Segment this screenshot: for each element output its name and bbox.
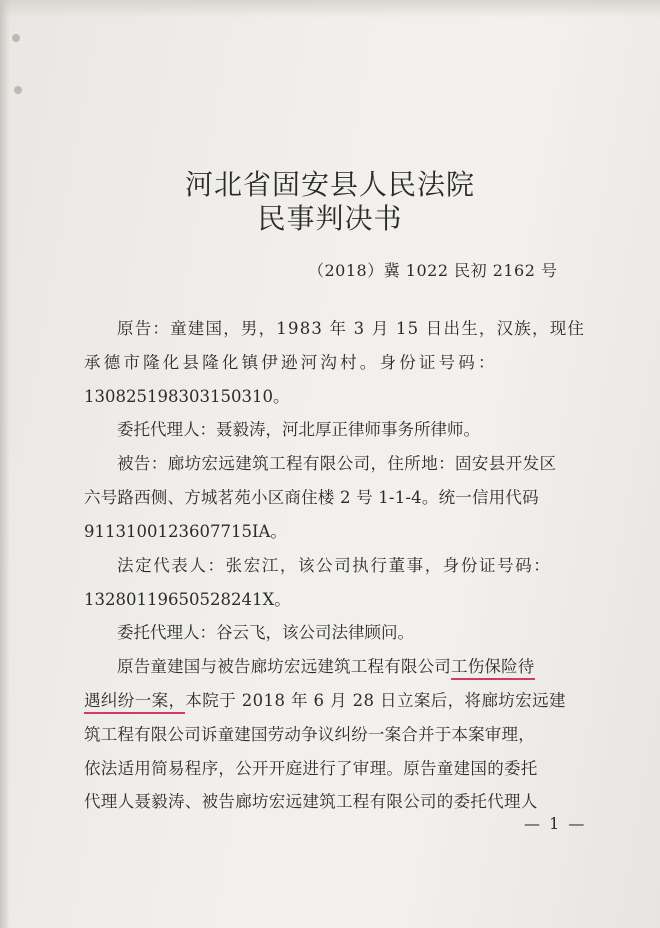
paper-edge-shadow <box>0 0 10 928</box>
punch-hole <box>12 34 20 42</box>
case-number: （2018）冀 1022 民初 2162 号 <box>308 261 558 280</box>
text-line: 委托代理人：谷云飞，该公司法律顾问。 <box>117 623 414 642</box>
text-segment: 原告童建国与被告廊坊宏远建筑工程有限公司 <box>117 657 451 676</box>
text-line: 被告：廊坊宏远建筑工程有限公司，住所地：固安县开发区 <box>117 454 557 473</box>
text-line <box>84 691 566 711</box>
text-line: 13280119650528241X。 <box>84 590 291 609</box>
paper-fold-shadow <box>0 0 660 18</box>
text-line: 原告：童建国，男，1983 年 3 月 15 日出生，汉族，现住 <box>117 319 586 338</box>
court-title: 河北省固安县人民法院 <box>184 168 475 201</box>
text-line: 筑工程有限公司诉童建国劳动争议纠纷一案合并于本案审理， <box>84 725 535 744</box>
text-line: 委托代理人：聂毅涛，河北厚正律师事务所律师。 <box>117 420 480 439</box>
text-line <box>117 657 535 677</box>
document-type-title: 民事判决书 <box>257 202 403 235</box>
text-segment: 本院于 2018 年 6 月 28 日立案后，将廊坊宏远建 <box>185 691 566 710</box>
text-line: 130825198303150310。 <box>84 387 290 406</box>
text-line: 六号路西侧、方城茗苑小区商住楼 2 号 1-1-4。统一信用代码 <box>84 488 539 507</box>
text-line: 9113100123607715IA。 <box>84 522 287 541</box>
text-line: 依法适用简易程序，公开开庭进行了审理。原告童建国的委托 <box>84 759 538 778</box>
highlighted-phrase: 遇纠纷一案， <box>84 691 185 714</box>
text-line: 法定代表人：张宏江，该公司执行董事，身份证号码： <box>117 556 552 575</box>
text-line: 承德市隆化县隆化镇伊逊河沟村。身份证号码： <box>84 353 498 372</box>
highlighted-phrase: 工伤保险待 <box>451 657 535 680</box>
text-line: 代理人聂毅涛、被告廊坊宏远建筑工程有限公司的委托代理人 <box>84 792 538 811</box>
page-number: — 1 — <box>524 814 587 833</box>
punch-hole <box>14 86 22 94</box>
